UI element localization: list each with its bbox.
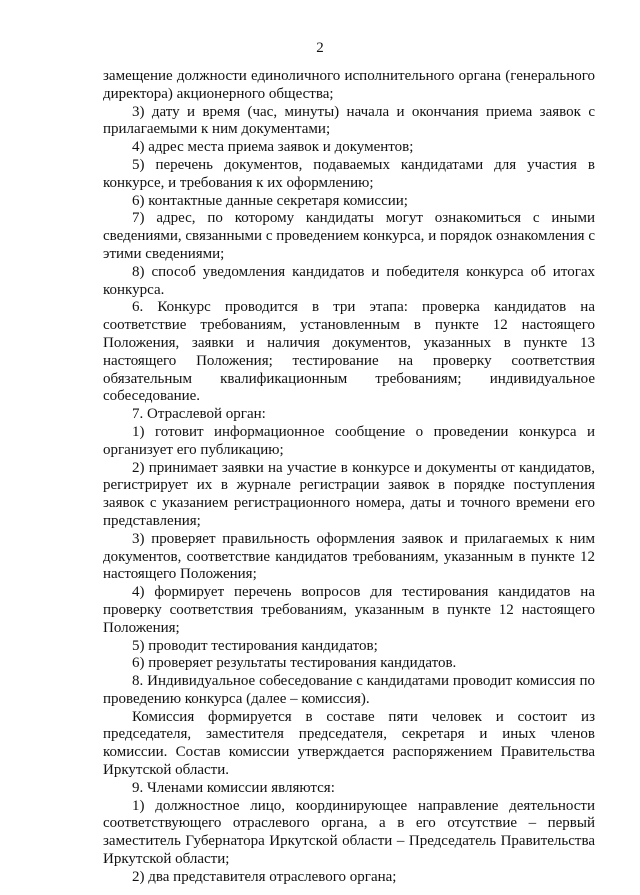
page-number: 2	[316, 40, 324, 56]
clause-9-item-2: 2) два представителя отраслевого органа;	[132, 868, 397, 885]
clause-7-item-6: 6) проверяет результаты тестирования кандидатов.	[132, 655, 457, 672]
clause-8-composition: Комиссия формируется в составе пяти человек и состоит из председателя, заместителя председателя, секретаря и иных членов комиссии. Состав комиссии утверждается распоряжением Правительства Иркутской области.	[103, 708, 595, 779]
clause-7-heading: 7. Отраслевой орган:	[132, 406, 266, 423]
document-body	[103, 68, 595, 887]
list-item-6: 6) контактные данные секретаря комиссии;	[132, 192, 408, 209]
clause-9-item-1: 1) должностное лицо, координирующее направление деятельности соответствующего отраслевого органа, а в его отсутствие – первый заместитель Губернатора Иркутской области – Председатель Правительства Иркутской области;	[103, 797, 595, 868]
list-item-4: 4) адрес места приема заявок и документов;	[132, 139, 414, 156]
clause-7-item-3: 3) проверяет правильность оформления заявок и прилагаемых к ним документов, соответствие кандидатов требованиям, указанным в пункте 12 настоящего Положения;	[103, 530, 595, 583]
clause-7-item-4: 4) формирует перечень вопросов для тестирования кандидатов на проверку соответствия требованиям, указанным в пункте 12 настоящего Положения;	[103, 584, 595, 636]
clause-8: 8. Индивидуальное собеседование с кандидатами проводит комиссия по проведению конкурса (далее – комиссия).	[103, 673, 595, 707]
clause-6: 6. Конкурс проводится в три этапа: проверка кандидатов на соответствие требованиям, установленным в пункте 12 настоящего Положения, заявки и наличия документов, указанных в пункте 13 настоящего Положения; тестирование на проверку соответствия обязательным квалификационным требованиям; индивидуальное собеседование.	[103, 299, 595, 405]
list-item-7: 7) адрес, по которому кандидаты могут ознакомиться с иными сведениями, связанными с проведением конкурса, и порядок ознакомления с этими сведениями;	[103, 210, 595, 262]
clause-7-item-2: 2) принимает заявки на участие в конкурсе и документы от кандидатов, регистрирует их в журнале регистрации заявок в порядке поступления заявок с указанием регистрационного номера, даты и точного времени его представления;	[103, 459, 595, 529]
list-item-8: 8) способ уведомления кандидатов и победителя конкурса об итогах конкурса.	[103, 263, 595, 298]
clause-9-heading: 9. Членами комиссии являются:	[132, 779, 335, 796]
clause-7-item-1: 1) готовит информационное сообщение о проведении конкурса и организует его публикацию;	[103, 423, 595, 458]
list-item-3: 3) дату и время (час, минуты) начала и окончания приема заявок с прилагаемыми к ним документами;	[103, 103, 595, 138]
clause-7-item-5: 5) проводит тестирования кандидатов;	[132, 637, 378, 654]
paragraph-continuation: замещение должности единоличного исполнительного органа (генерального директора) акционерного общества;	[103, 68, 595, 102]
list-item-5: 5) перечень документов, подаваемых кандидатами для участия в конкурсе, и требования к их оформлению;	[103, 156, 595, 191]
